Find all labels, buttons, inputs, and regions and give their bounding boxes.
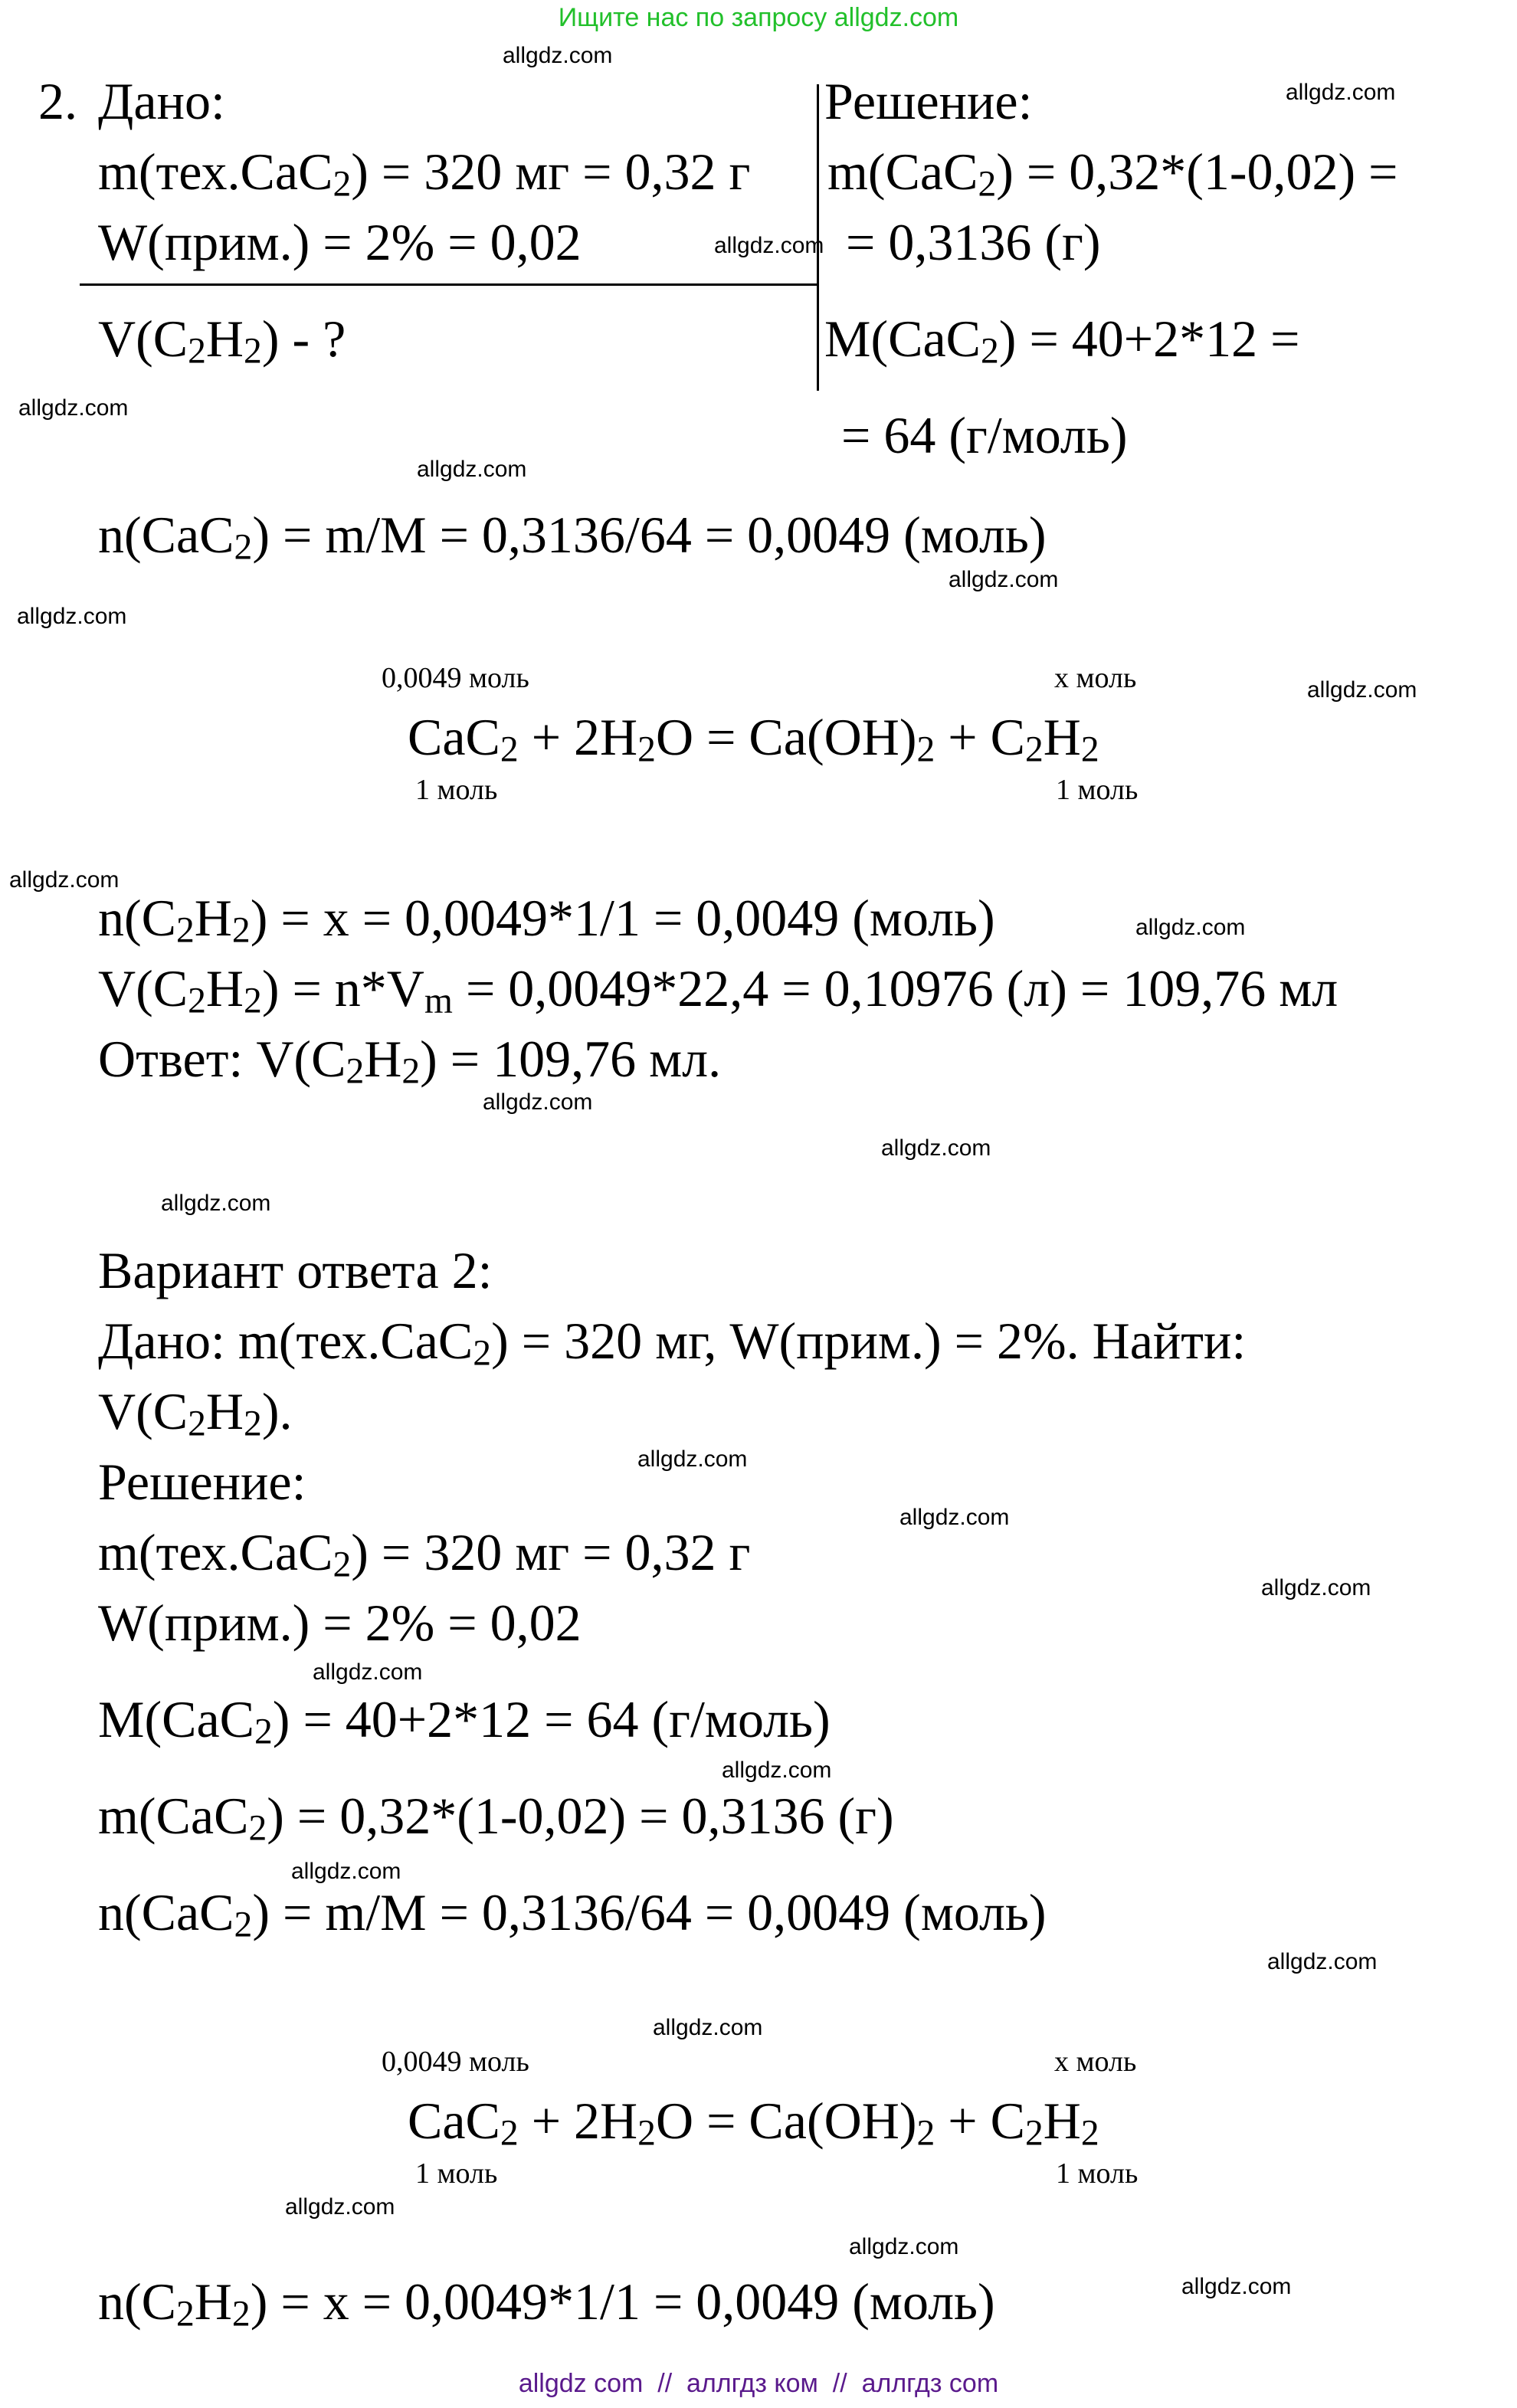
watermark: allgdz.com (285, 2194, 395, 2220)
moles-c2h2: $n(C_2H_2) = x = 0,0049*1/1 = 0,0049$ (моль) (98, 889, 995, 951)
variant2-line3: M(CaC$_2$) = 40+2*12 = 64 (г/моль) (98, 1690, 831, 1752)
variant2-given-text: Дано: m(тех.CaC$_2$) = 320 мг, W(прим.) = 2%. Найти: (98, 1312, 1247, 1374)
solution-mass-cont: = 0,3136 (г) (846, 213, 1101, 271)
given-mass: m(тех.CaC$_2$) = 320 мг = 0,32 г (98, 143, 751, 205)
watermark: allgdz.com (722, 1758, 832, 1783)
variant2-line2: W(прим.) = 2% = 0,02 (98, 1594, 582, 1652)
variant2-given-find: $V(C_2H_2)$. (98, 1382, 293, 1444)
eq2-top-left: 0,0049 моль (382, 2046, 529, 2078)
watermark: allgdz.com (1135, 915, 1246, 940)
variant2-solution-label: Решение: (98, 1453, 306, 1511)
eq1-top-right: х моль (1054, 662, 1137, 694)
eq1-bottom-right: 1 моль (1056, 774, 1139, 806)
solution-molar-cont: = 64 (г/моль) (841, 406, 1128, 464)
watermark: allgdz.com (1286, 80, 1396, 105)
watermark: allgdz.com (17, 604, 127, 629)
problem-number: 2. (38, 72, 77, 130)
eq2-reaction: $CaC_2 + 2H_2O = Ca(OH)_2 + C_2H_2$ (408, 2092, 1099, 2154)
given-divider (80, 283, 818, 286)
watermark: allgdz.com (161, 1191, 271, 1216)
eq1-top-left: 0,0049 моль (382, 662, 529, 694)
volume-c2h2: $V(C_2H_2) = n*V_m = 0,0049*22,4 = 0,10976$ (л) = 109,76 мл (98, 959, 1338, 1021)
variant2-title: Вариант ответа 2: (98, 1241, 493, 1299)
watermark: allgdz.com (291, 1859, 401, 1884)
eq2-bottom-left: 1 моль (415, 2157, 498, 2190)
solution-label: Решение: (824, 72, 1033, 130)
watermark: allgdz.com (714, 233, 824, 258)
solution-molar: M(CaC$_2$) = 40+2*12 = (824, 310, 1300, 372)
eq1-reaction: $CaC_2 + 2H_2O = Ca(OH)_2 + C_2H_2$ (408, 708, 1099, 770)
eq1-bottom-left: 1 моль (415, 774, 498, 806)
watermark: allgdz.com (899, 1505, 1010, 1530)
variant2-given (98, 1312, 1471, 1374)
watermark: allgdz.com (653, 2015, 763, 2040)
watermark: allgdz.com (881, 1135, 991, 1161)
watermark: allgdz.com (18, 395, 129, 421)
watermark: allgdz.com (9, 867, 120, 893)
watermark: allgdz.com (313, 1659, 423, 1685)
variant2-moles-c2h2: $n(C_2H_2) = x = 0,0049*1/1 = 0,0049$ (моль) (98, 2272, 995, 2334)
top-banner[interactable]: Ищите нас по запросу allgdz.com (558, 3, 959, 32)
eq2-bottom-right: 1 моль (1056, 2157, 1139, 2190)
variant2-line1: m(тех.CaC$_2$) = 320 мг = 0,32 г (98, 1523, 751, 1585)
watermark: allgdz.com (1267, 1949, 1378, 1974)
watermark: allgdz.com (1181, 2274, 1292, 2299)
watermark: allgdz.com (849, 2234, 959, 2259)
given-label: Дано: (98, 72, 225, 130)
answer: Ответ: $V(C_2H_2) = 109,76$ мл. (98, 1030, 722, 1092)
watermark: allgdz.com (503, 43, 613, 68)
watermark: allgdz.com (417, 457, 527, 482)
watermark: allgdz.com (1261, 1575, 1371, 1600)
watermark: allgdz.com (483, 1089, 593, 1115)
variant2-line5: n(CaC$_2$) = m/M = 0,3136/64 = 0,0049 (моль) (98, 1883, 1047, 1945)
eq2-top-right: х моль (1054, 2046, 1137, 2078)
solution-mass: m(CaC$_2$) = 0,32*(1-0,02) = (827, 143, 1398, 205)
watermark: allgdz.com (1307, 677, 1417, 703)
watermark: allgdz.com (637, 1446, 748, 1472)
watermark: allgdz.com (949, 567, 1059, 592)
moles-cac2: n(CaC$_2$) = m/M = 0,3136/64 = 0,0049 (моль) (98, 506, 1047, 568)
variant2-line4: m(CaC$_2$) = 0,32*(1-0,02) = 0,3136 (г) (98, 1787, 894, 1849)
footer-links[interactable]: allgdz com // аллгдз ком // аллгдз com (518, 2369, 999, 2398)
given-impurity: W(прим.) = 2% = 0,02 (98, 213, 582, 271)
find-volume: $V(C_2H_2)$ - ? (98, 310, 346, 372)
